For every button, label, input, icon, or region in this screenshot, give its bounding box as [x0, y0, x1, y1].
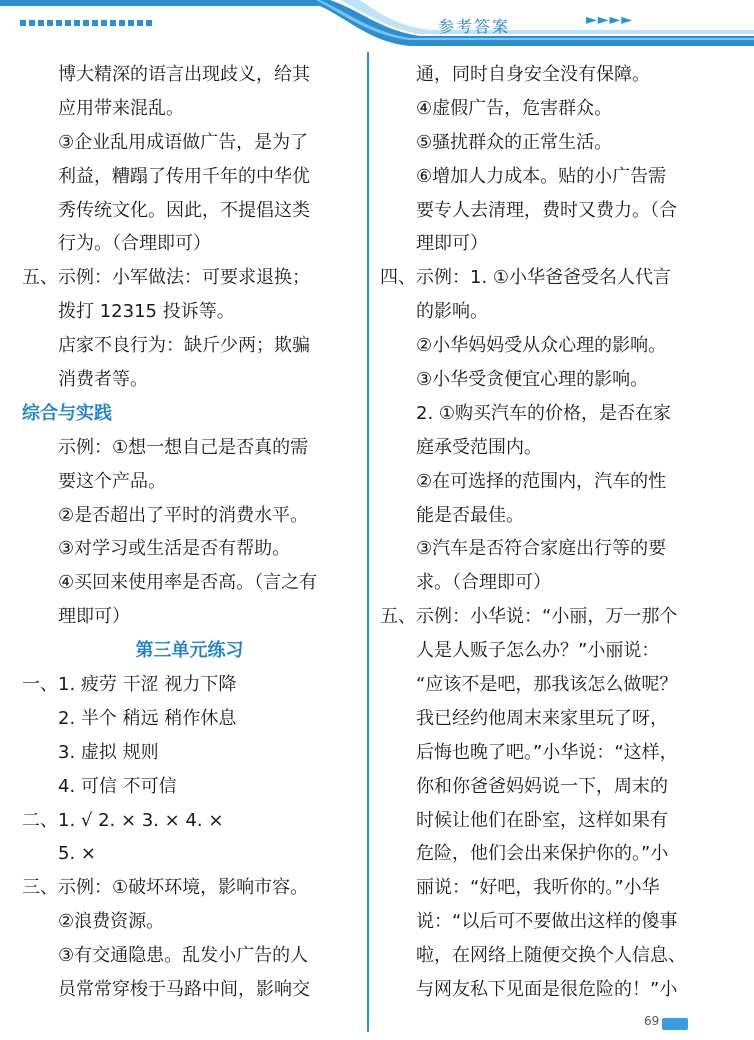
left-text-line: 消费者等。	[58, 369, 148, 391]
right-column	[380, 58, 700, 1007]
right-text-line: 危险，他们会出来保护你的。”小	[416, 843, 669, 865]
left-text-line: 拨打 12315 投诉等。	[58, 301, 235, 323]
left-text-line: ②是否超出了平时的消费水平。	[58, 504, 309, 526]
page-badge-decoration	[662, 1018, 688, 1030]
left-text-line: 4. 可信 不可信	[58, 775, 177, 797]
right-text-line: 啦，在网络上随便交换个人信息、	[416, 945, 686, 967]
right-text-line: 求。（合理即可）	[416, 572, 551, 594]
left-text-line: 2. 半个 稍远 稍作休息	[58, 707, 237, 729]
right-text-line: ③汽车是否符合家庭出行等的要	[416, 538, 667, 560]
header-arrows-icon: ►►►►	[586, 12, 634, 28]
left-text-line: 一、1. 疲劳 干涩 视力下降	[22, 674, 237, 696]
right-text-line: 庭承受范围内。	[416, 436, 542, 458]
left-text-line: 三、示例：①破坏环境，影响市容。	[22, 877, 309, 899]
right-text-line: 与网友私下见面是很危险的！”小	[416, 979, 678, 1001]
page-number: 69	[644, 1014, 660, 1028]
right-text-line: ③小华受贪便宜心理的影响。	[416, 369, 649, 391]
page-header	[0, 0, 754, 50]
right-text-line: 理即可）	[416, 233, 488, 255]
right-text-line: 要专人去清理，费时又费力。（合	[416, 199, 677, 221]
column-divider	[367, 52, 369, 1032]
left-text-line: 博大精深的语言出现歧义，给其	[58, 64, 310, 85]
right-text-line: 你和你爸爸妈妈说一下，周末的	[416, 775, 668, 797]
left-text-line: 5. ×	[58, 843, 96, 865]
left-text-line: 示例：①想一想自己是否真的需	[58, 436, 309, 458]
left-text-line: 第三单元练习	[135, 640, 244, 662]
header-pixel-decoration	[20, 20, 152, 26]
right-text-line: ⑤骚扰群众的正常生活。	[416, 131, 613, 153]
right-text-line: ④虚假广告，危害群众。	[416, 97, 613, 119]
right-text-line: 丽说：“好吧，我听你的。”小华	[416, 877, 660, 899]
right-text-line: 2. ①购买汽车的价格，是否在家	[416, 402, 672, 424]
right-text-line: 的影响。	[416, 301, 488, 323]
right-text-line: 说：“以后可不要做出这样的傻事	[416, 911, 678, 933]
left-text-line: ③有交通隐患。乱发小广告的人	[58, 945, 309, 967]
right-text-line: ②小华妈妈受从众心理的影响。	[416, 335, 667, 357]
left-text-line: ③企业乱用成语做广告，是为了	[58, 131, 309, 153]
left-text-line: 应用带来混乱。	[58, 97, 184, 119]
left-text-line: 综合与实践	[22, 402, 112, 424]
left-text-line: 行为。（合理即可）	[58, 233, 211, 255]
right-text-line: 通，同时自身安全没有保障。	[416, 64, 650, 85]
left-text-line: 秀传统文化。因此，不提倡这类	[58, 199, 310, 221]
left-text-line: 理即可）	[58, 606, 130, 628]
right-text-line: 四、示例：1. ①小华爸爸受名人代言	[380, 267, 672, 289]
left-text-line: 利益，糟蹋了传用千年的中华优	[58, 165, 310, 187]
right-text-line: 人是人贩子怎么办？”小丽说：	[416, 640, 660, 662]
left-text-line: ④买回来使用率是否高。（言之有	[58, 572, 318, 594]
right-text-line: ②在可选择的范围内，汽车的性	[416, 470, 667, 492]
right-text-line: 后悔也晚了吧。”小华说：“这样，	[416, 741, 678, 763]
left-text-line: 要这个产品。	[58, 470, 166, 492]
left-text-line: 店家不良行为：缺斤少两；欺骗	[58, 335, 310, 357]
right-text-line: 时候让他们在卧室，这样如果有	[416, 809, 668, 831]
left-column	[22, 58, 357, 1007]
right-text-line: ⑥增加人力成本。贴的小广告需	[416, 165, 667, 187]
left-text-line: 二、1. √ 2. × 3. × 4. ×	[22, 809, 224, 831]
left-text-line: 3. 虚拟 规则	[58, 741, 159, 763]
right-text-line: 五、示例：小华说：“小丽，万一那个	[380, 606, 678, 628]
header-title: 参考答案	[438, 17, 511, 36]
right-text-line: 能是否最佳。	[416, 504, 524, 526]
left-text-line: ③对学习或生活是否有帮助。	[58, 538, 291, 560]
left-text-line: ②浪费资源。	[58, 911, 165, 933]
right-text-line: “应该不是吧，那我该怎么做呢？	[416, 674, 678, 696]
right-text-line: 我已经约他周末来家里玩了呀，	[416, 707, 668, 729]
left-text-line: 五、示例：小军做法：可要求退换；	[22, 267, 310, 289]
left-text-line: 员常常穿梭于马路中间，影响交	[58, 979, 310, 1001]
